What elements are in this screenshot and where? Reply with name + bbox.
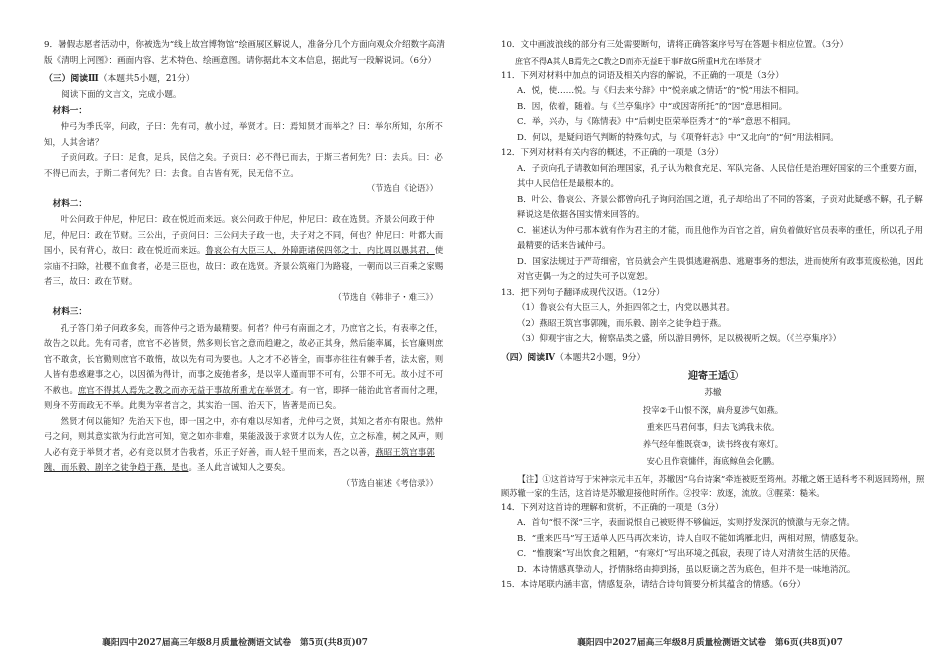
- material-3-text-b: 。有一官，即择一能治此官者而付之理，则身不劳而政无不举。此奥为宰者言之，其实治一国、治天下，皆著是而已矣。: [44, 384, 444, 410]
- material-3-text-a: 孔子答门弟子问政多矣，而答仲弓之语为最精要。何者？仲弓有南面之才，乃庶官之长，有表率之任，故告之以此。先有司者，庶官不必皆贤，然多则长官之意而趋避之，故必正其身，然后能率属，长官廉则庶官不敢贪，长官勤则庶官不敢惰，故以先有司为要也。人之才不必皆全，而事亦往往有棘手者，法太密，则人皆有患惑避事之心，以因循为得计，而事之废弛者多，是以宰人谨而罪不可有，公罪不可无。故小过不可不赦也。: [44, 322, 444, 395]
- section-3-heading: [44, 71, 448, 88]
- poem-line-1: 投宰②千山恨不深，扁舟夏涉气如燕。: [642, 404, 784, 415]
- material-2-text-b: 使宗庙不扫除，社稷不血食者，必是三臣也，故曰：政在选贤。齐景公筑雍门为路寝，一朝而以三百乘之家赐者三，故曰：政在节财。: [44, 245, 444, 286]
- question-14-option-c: C．“惟腹案”写出饮食之粗陋，“有寒灯”写出环境之孤寂，表现了诗人对清贫生活的厌倦。: [517, 549, 856, 559]
- material-3-wavy-segment: 庶官不得其人焉先之教之而亦无益于事故所重尤在举贤才: [78, 384, 291, 395]
- material-3-para-2: [44, 414, 448, 476]
- material-3-underlined: 燕昭王筑宫事郭隗，而乐毅、剧辛之徒争趋于燕，是也: [44, 446, 435, 472]
- question-11-option-d: D．何以，是疑问语气判断的特殊句式，与《项脊轩志》中“又北向”的“何”用法相同。: [517, 132, 839, 143]
- question-14: 14．下列对这首诗的理解和赏析，不正确的一项是（3分）: [501, 502, 724, 513]
- section-4-heading: [501, 350, 925, 367]
- poem-title: 迎寄王适①: [688, 370, 738, 382]
- left-page: [0, 0, 470, 658]
- question-12-option-d: D．国家法规过于严苛细密，官员就会产生畏惧逃避祸患、逃避事务的想法，进而使所有政事荒废松弛，因此对官吏偶一为之的过失可予以宽恕。: [517, 256, 924, 282]
- question-14-option-b: B．“重来匹马”写王适单人匹马再次来访，诗人自叹不能如鸿雁北归，两相对照，情感复杂。: [517, 533, 864, 544]
- question-11-option-c: C．举，兴办，与《陈情表》中“后刺史臣荣举臣秀才”的“举”意思不相同。: [517, 117, 796, 127]
- question-12-option-b: B．叶公、鲁哀公、齐景公都曾向孔子询问治国之道，孔子却给出了不同的答案，子贡对此疑惑不解，孔子解释说这是依据各国实情来回答的。: [517, 194, 923, 220]
- material-2-underlined: 鲁哀公有大臣三人，外障距诸侯四邻之士，内比周以愚其君，: [205, 245, 435, 255]
- question-10: 10．文中画波浪线的部分有三处需要断句，请将正确答案序号写在答题卡相应位置。（3分）: [501, 40, 849, 50]
- poem-author: 苏辙: [704, 387, 722, 398]
- question-15: 15．本诗尾联内涵丰富，情感复杂，请结合诗句简要分析其蕴含的情感。（6分）: [501, 580, 806, 590]
- section-4-title: （四）阅读Ⅳ: [501, 352, 555, 363]
- page-6-footer: 襄阳四中2027届高三年级8月质量检测语文试卷 第6页(共8页)07: [577, 638, 843, 648]
- reading-instruction: 阅读下面的文言文，完成小题。: [61, 90, 182, 100]
- material-2-text-a: 叶公问政于仲尼，仲尼曰：政在悦近而来远。哀公问政于仲尼，仲尼曰：政在选贤。齐景公问政于仲尼，仲尼曰：政在节财。三公出，子贡问曰：三公问夫子政一也，夫子对之不同，何也？仲尼曰：叶都大而国小，民有背心，故曰：政在悦近而来远。: [44, 214, 444, 255]
- poem-line-2: 重来匹马君何事，归去飞鸿我未依。: [646, 421, 780, 432]
- question-13-item-1: （1）鲁哀公有大臣三人，外拒四邻之士，内党以愚其君。: [517, 303, 735, 313]
- material-2-label: 材料二：: [52, 198, 87, 209]
- material-3-label: 材料三：: [52, 307, 87, 317]
- material-2-source: （节选自《韩非子・难三》）: [333, 291, 438, 302]
- material-3-text-c: 然贤才何以能知？先治天下也，即一国之中，亦有难以尽知者，尤仲弓之贤，其知之者亦有限也。然仲弓之问，则其意实欲为行此宫可知，宽之如亦非难，果能汲汲于求贤才以为人佐，立之标准，树之风声，则人必有竞于举贤才者，必有竞以贤才告我者，乐正子好善，而人轻千里而来，吾之以善，: [44, 415, 444, 457]
- question-13-item-3: （3）仰观宇宙之大，俯察品类之盛，所以游目骋怀，足以极视听之娱。（《兰亭集序》）: [517, 334, 842, 344]
- section-4-info: （本题共2小题，9分）: [554, 352, 646, 363]
- material-2-para-1: [44, 212, 448, 290]
- question-14-option-d: D．本诗情感真挚动人，抒情脉络由抑到扬，虽以贬谪之苦为底色，但并不是一味地消沉。: [517, 564, 856, 575]
- question-9: 9．暑假志愿者活动中，你被选为“线上故宫博物馆”绘画展区解说人，准备分几个方面向观众介绍数字高清版《清明上河图》：画面内容、艺术特色、绘画意图。请你据此本文本信息，据此写一段解说词。（6分）: [44, 40, 445, 66]
- material-3-para-1: [44, 321, 448, 414]
- poem-note: 【注】①这首诗写于宋神宗元丰五年，苏辙因“乌台诗案”牵连被贬至筠州。苏辙之婿王适科考不利返回筠州，照顾苏辙一家的生活，这首诗是苏辙迎接他时所作。②投宰：放逐，流放。③腥菜：糙米。: [501, 473, 925, 498]
- poem-line-3: 养气经年惟既衰③，读书终夜有寒灯。: [642, 438, 784, 449]
- material-1-source: （节选自《论语》）: [366, 183, 438, 193]
- question-14-option-a: A．首句“恨不深”三字，表面说恨自己被贬得不够偏远，实则抒发深沉的愤激与无奈之情。: [517, 518, 855, 528]
- question-12-option-a: A．子贡向孔子请教如何治理国家，孔子认为粮食充足、军队完备、人民信任是治理好国家的三个重要方面，其中人民信任是最根本的。: [517, 163, 923, 189]
- section-3-title: （三）阅读Ⅲ: [44, 74, 99, 84]
- question-11: 11．下列对材料中加点的词语及相关内容的解说，不正确的一项是（3分）: [501, 70, 784, 81]
- question-13: 13．把下列句子翻译成现代汉语。（12分）: [501, 287, 665, 298]
- material-3-text-d: 。圣人此言诚知人之要矣。: [188, 462, 291, 472]
- question-12: 12．下列对材料有关内容的概述，不正确的一项是（3分）: [501, 148, 724, 158]
- question-11-option-b: B．因，依着，随着。与《兰亭集序》中“或因寄所托”的“因”意思相同。: [517, 101, 788, 112]
- material-1-para-2: 子贡问政。子曰：足食，足兵，民信之矣。子贡曰：必不得已而去，于斯三者何先？曰：去兵。曰：必不得已而去，于斯二者何先？曰：去食。自古皆有死，民无信不立。: [44, 152, 443, 178]
- material-1-label: 材料一：: [52, 105, 87, 116]
- material-3-source: （节选自崔述《考信录》）: [341, 477, 438, 488]
- question-10-sequence: 庶官不得A其人B焉先之C教之D而亦无益E于事F故G所重H尤在I举贤才: [515, 56, 762, 66]
- question-12-option-c: C．崔述认为仲弓那本就有作为君主的才能，而且他作为百官之首，肩负着做好官员表率的重任，所以孔子用最精要的话来告诫仲弓。: [517, 225, 924, 251]
- question-11-option-a: A．悦，使……悦。与《归去来兮辞》中“悦亲戚之情话”的“悦”用法不相同。: [517, 86, 805, 96]
- page-5-footer: 襄阳四中2027届高三年级8月质量检测语文试卷 第5页(共8页)07: [102, 638, 368, 648]
- right-page: [475, 0, 945, 658]
- question-13-item-2: （2）燕昭王筑宫事郭隗，而乐毅、剧辛之徒争趋于燕。: [517, 318, 727, 329]
- material-1-para-1: 仲弓为季氏宰，问政，子曰：先有司，赦小过，举贤才。曰：焉知贤才而举之？曰：举尔所知，尔所不知，人其舍诸？: [44, 121, 443, 147]
- poem-line-4: 安心且作衰慵伴，海底鲸鱼会化鹏。: [646, 455, 780, 466]
- section-3-info: （本题共5小题，21分）: [98, 74, 195, 84]
